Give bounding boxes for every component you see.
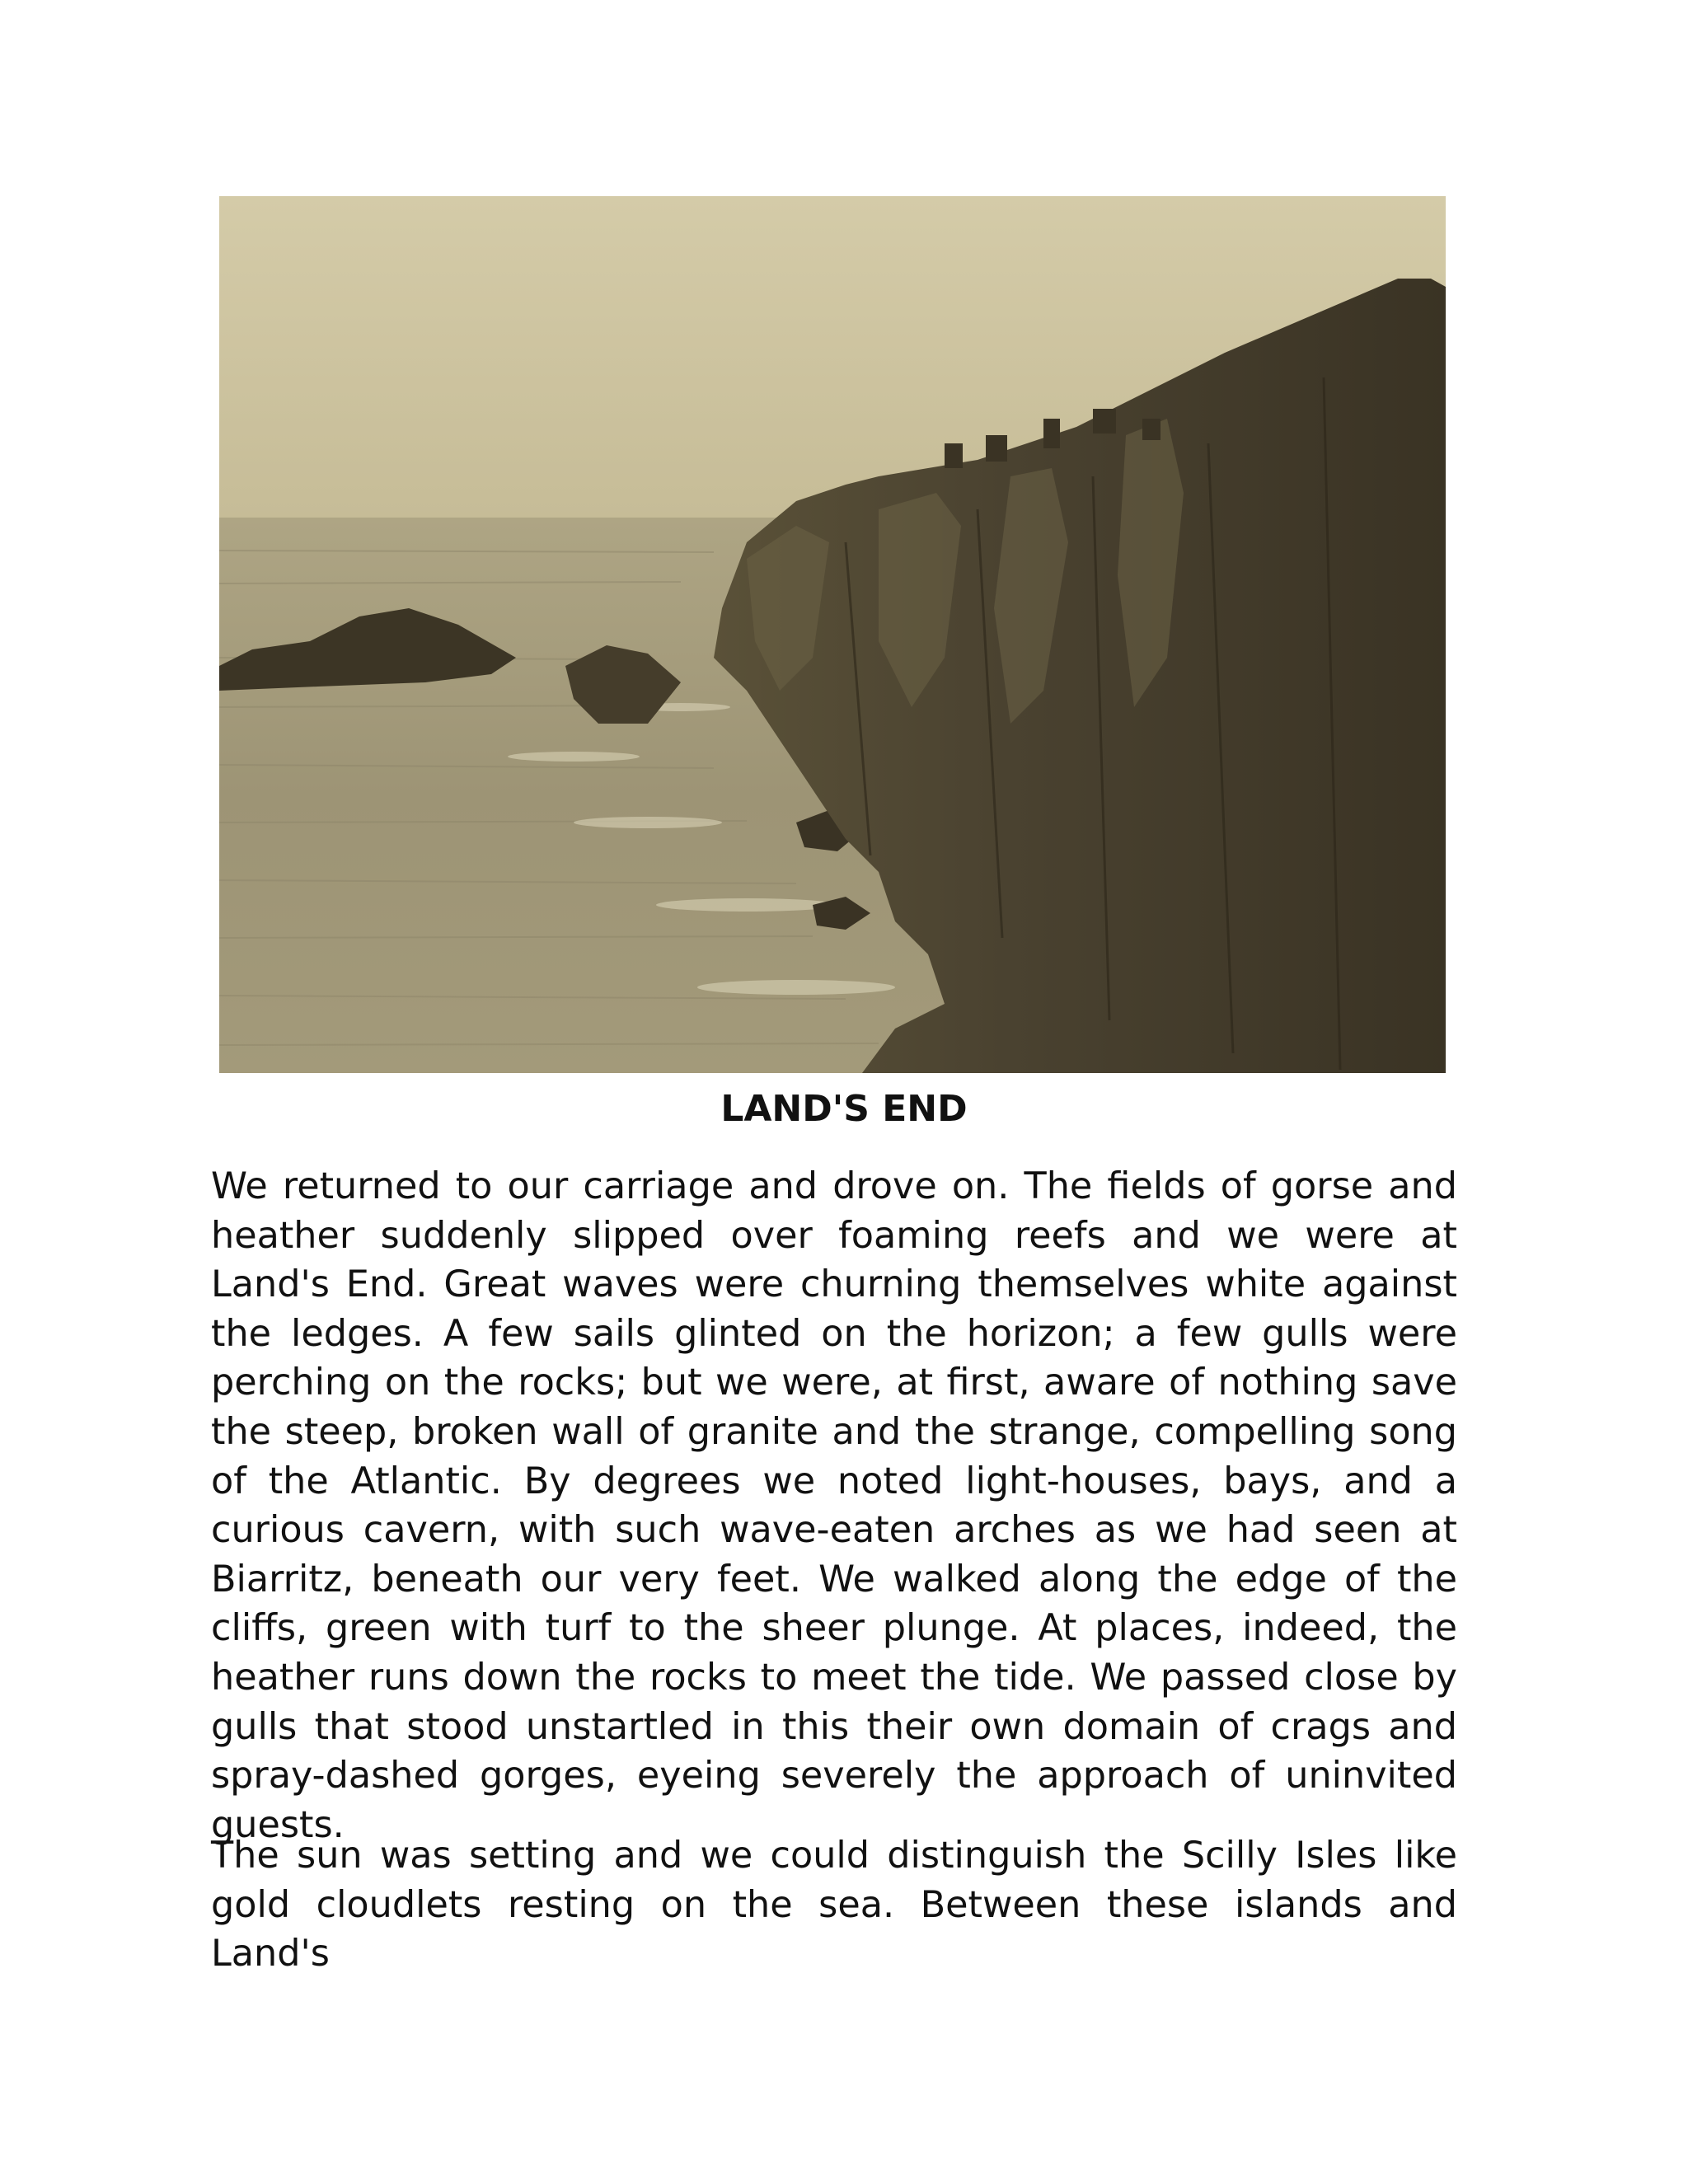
body-paragraph: The sun was setting and we could distinguish the Scilly Isles like gold cloudlets resting on the sea. Between these islands and Land's — [211, 1835, 1457, 1975]
body-paragraph: We returned to our carriage and drove on. The fields of gorse and heather suddenly slipped over foaming reefs and we were at Land's End. Great waves were churning themselves white against the ledges. A few sails glinted on the horizon; a few gulls were perching on the rocks; but we were, at first, aware of nothing save the steep, broken wall of granite and the strange, compelling song of the Atlantic. By degrees we noted light-houses, bays, and a curious cavern, with such wave-eaten arches as we had seen at Biarritz, beneath our very feet. We walked along the edge of the cliffs, green with turf to the sheer plunge. At places, indeed, the heather runs down the rocks to meet the tide. We passed close by gulls that stood unstartled in this their own domain of crags and spray-dashed gorges, eyeing severely the approach of uninvited guests. — [211, 1165, 1457, 1846]
photo-caption: LAND'S END — [720, 1088, 968, 1130]
lands-end-cliffs-photo — [219, 196, 1446, 1073]
